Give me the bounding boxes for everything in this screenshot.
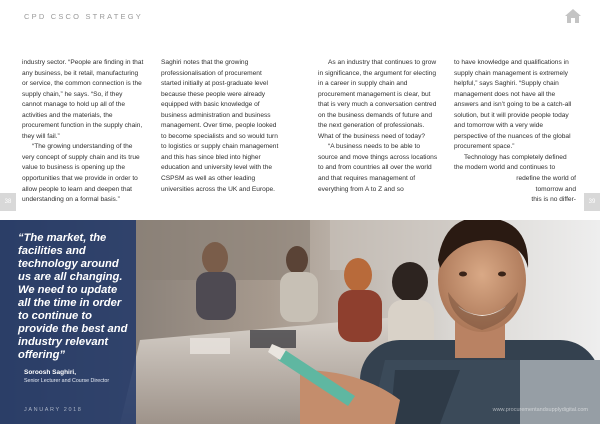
paragraph: Technology has completely defined the modern world and continues to: [454, 153, 567, 172]
section-title: CPD CSCO STRATEGY: [24, 12, 143, 21]
wrapped-line: tomorrow and: [535, 185, 576, 193]
page-number-right: 39: [584, 193, 600, 211]
paragraph: “The growing understanding of the very concept of supply chain and its true value to business is opening up the opportunities that we provide in order to allow people to learn and deepen that understanding on a formal basis.”: [22, 143, 140, 204]
wrapped-line: redefine the world of: [516, 175, 576, 183]
page-number-left: 38: [0, 193, 16, 211]
article-column-4: [454, 58, 576, 206]
paragraph: As an industry that continues to grow in significance, the argument for electing in a career in supply chain and procurement management is clear, but that is very much a conversation centred on the business demands of future and the next generation of professionals. What of the business need of today?: [318, 59, 437, 140]
issue-date: JANUARY 2018: [24, 407, 83, 413]
pull-quote: “The market, the facilities and technology around us are all changing. We need to update all the time in order to continue to provide the best and industry relevant offering”: [18, 232, 128, 361]
wrapped-line: this is no differ-: [531, 196, 576, 204]
article-body: [22, 58, 582, 218]
website-link[interactable]: www.procurementandsupplydigital.com: [492, 407, 588, 413]
paragraph: “A business needs to be able to source and move things across locations to and from countries all over the world and that requires management of everything from A to Z and so: [318, 143, 438, 193]
paragraph: Saghiri notes that the growing professionalisation of procurement started initially at post-graduate level because these people were already equipped with basic knowledge of business administration and business management. Over time, people looked to become specialists and so would turn to logistics or supply chain management and this has since bled into higher education and university level with the CSPSM as well as other leading universities across the UK and Europe.: [161, 59, 279, 193]
home-icon[interactable]: [564, 8, 582, 24]
article-column-3: [318, 58, 440, 195]
quote-author-role: Senior Lecturer and Course Director: [24, 378, 110, 384]
paragraph: to have knowledge and qualifications in supply chain management is extremely helpful,” says Saghiri. “Supply chain management does not have all the answers and isn’t going to be a catch-all solution, but it will provide people today and tomorrow with a very wide perspective of the nuances of the global procurement space.”: [454, 59, 572, 151]
quote-author: Soroosh Saghiri,: [24, 369, 77, 376]
paragraph: industry sector. “People are finding in that any business, be it retail, manufacturing or service, the common connection is the supply chain,” he says. “So, if they cannot manage to hold up all of the activities and the materials, the procurement function in the supply chain, they will fail.”: [22, 59, 144, 140]
article-column-2: [161, 58, 283, 195]
article-column-1: [22, 58, 144, 206]
